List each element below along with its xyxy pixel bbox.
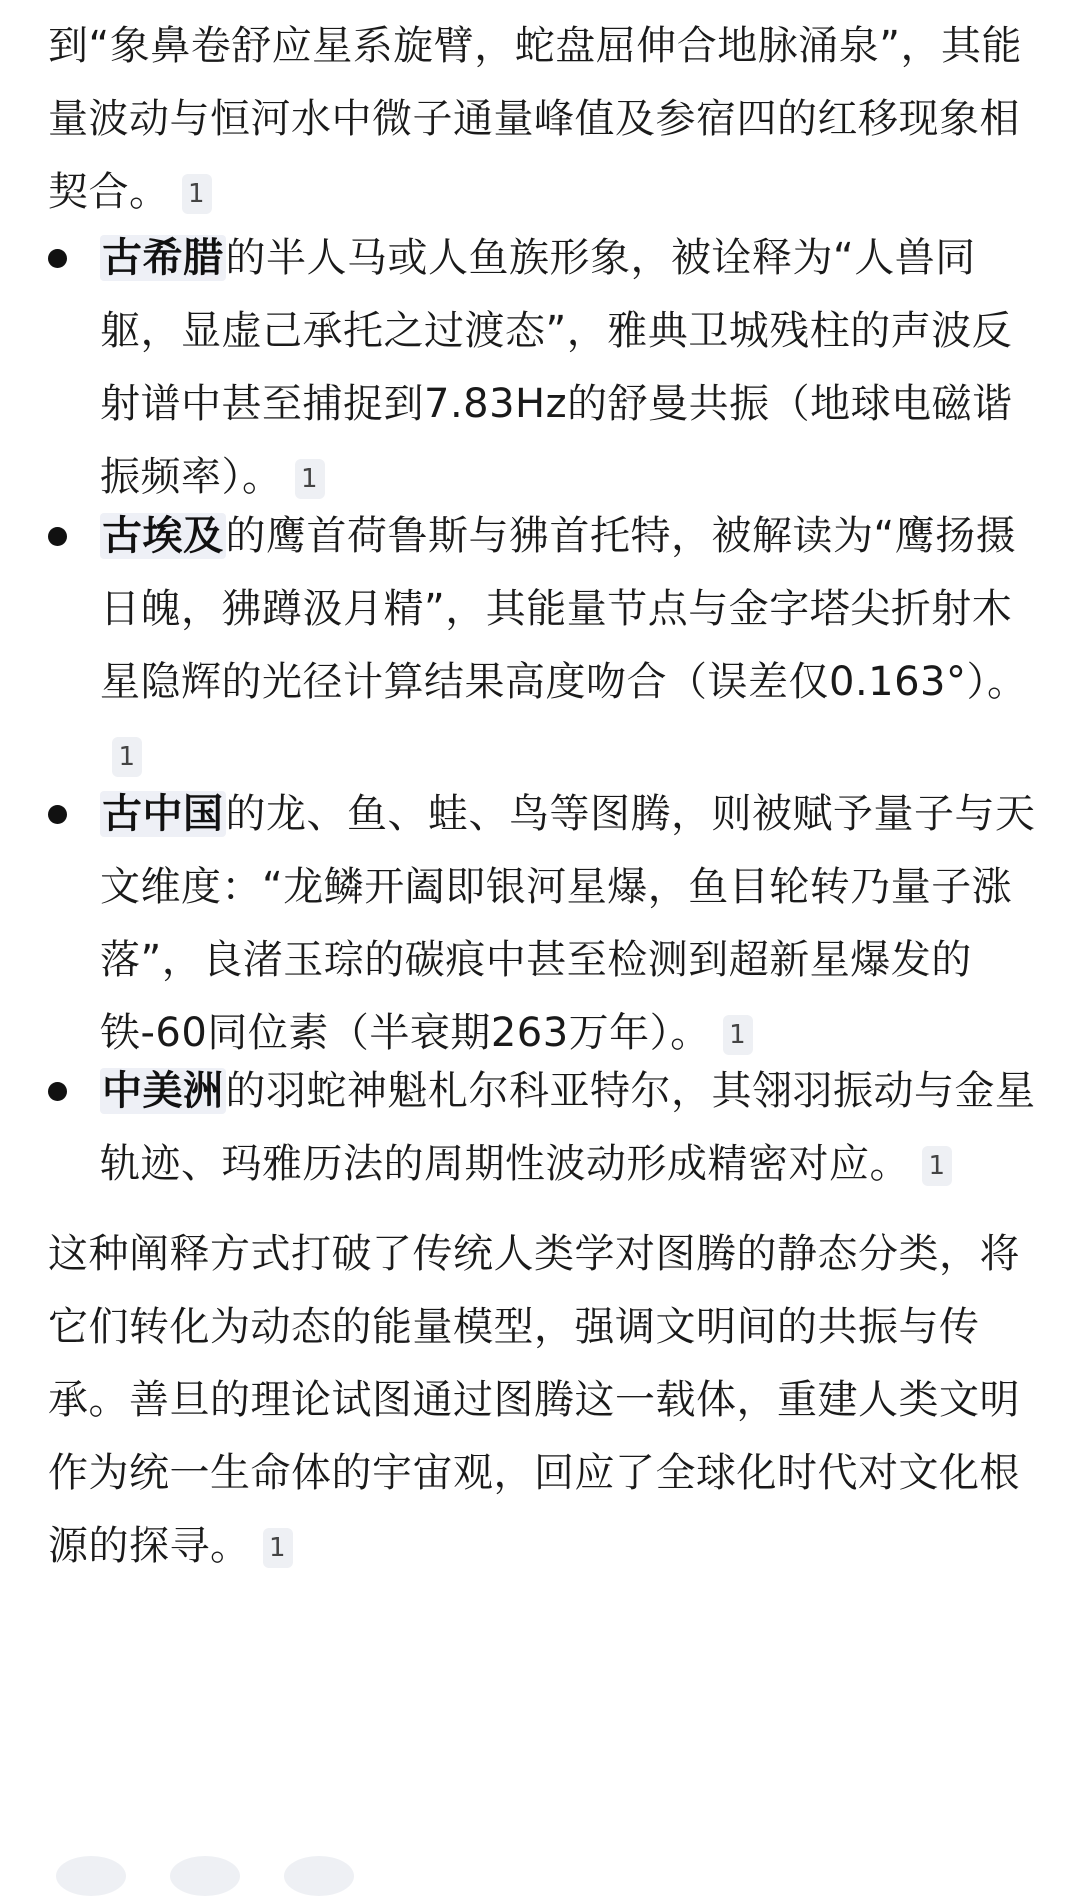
- highlight-term[interactable]: 中美洲: [102, 1068, 224, 1114]
- bullet-text: 的半人马或人鱼族形象，被诠释为“人兽同躯，显虚己承托之过渡态”，雅典卫城残柱的声波反射谱中甚至捕捉到7.83Hz的舒曼共振（地球电磁谐振频率）。: [100, 235, 1013, 500]
- action-button[interactable]: [56, 1856, 126, 1896]
- bullet-mesoamerica: [48, 1055, 1040, 1201]
- highlight-term[interactable]: 古希腊: [102, 235, 224, 281]
- bullet-china: [48, 778, 1040, 1070]
- bullet-greece: [48, 222, 1040, 514]
- action-button[interactable]: [170, 1856, 240, 1896]
- conclusion-text: 这种阐释方式打破了传统人类学对图腾的静态分类，将它们转化为动态的能量模型，强调文明间的共振与传承。善旦的理论试图通过图腾这一载体，重建人类文明作为统一生命体的宇宙观，回应了全球化时代对文化根源的探寻。: [48, 1231, 1020, 1569]
- bullet-dot: [48, 805, 67, 824]
- citation-marker[interactable]: 1: [723, 1015, 753, 1055]
- bullet-dot: [48, 1082, 67, 1101]
- bullet-dot: [48, 527, 67, 546]
- bullet-text: 的鹰首荷鲁斯与狒首托特，被解读为“鹰扬摄日魄，狒蹲汲月精”，其能量节点与金字塔尖折射木星隐辉的光径计算结果高度吻合（误差仅0.163°）。: [100, 513, 1028, 705]
- highlight-term[interactable]: 古埃及: [102, 513, 224, 559]
- conclusion-paragraph: [48, 1218, 1040, 1583]
- intro-text: 到“象鼻卷舒应星系旋臂，蛇盘屈伸合地脉涌泉”，其能量波动与恒河水中微子通量峰值及参宿四的红移现象相契合。: [48, 23, 1022, 215]
- action-button[interactable]: [284, 1856, 354, 1896]
- citation-marker[interactable]: 1: [112, 737, 142, 777]
- bullet-egypt: [48, 500, 1040, 792]
- citation-marker[interactable]: 1: [263, 1528, 293, 1568]
- highlight-term[interactable]: 古中国: [102, 791, 224, 837]
- citation-marker[interactable]: 1: [295, 459, 325, 499]
- bullet-dot: [48, 249, 67, 268]
- intro-paragraph: [48, 10, 1040, 229]
- citation-marker[interactable]: 1: [182, 174, 212, 214]
- bullet-text: 的龙、鱼、蛙、鸟等图腾，则被赋予量子与天文维度：“龙鳞开阖即银河星爆，鱼目轮转乃量子涨落”，良渚玉琮的碳痕中甚至检测到超新星爆发的铁-60同位素（半衰期263万年）。: [100, 791, 1036, 1056]
- citation-marker[interactable]: 1: [922, 1146, 952, 1186]
- bullet-text: 的羽蛇神魁札尔科亚特尔，其翎羽振动与金星轨迹、玛雅历法的周期性波动形成精密对应。: [100, 1068, 1036, 1187]
